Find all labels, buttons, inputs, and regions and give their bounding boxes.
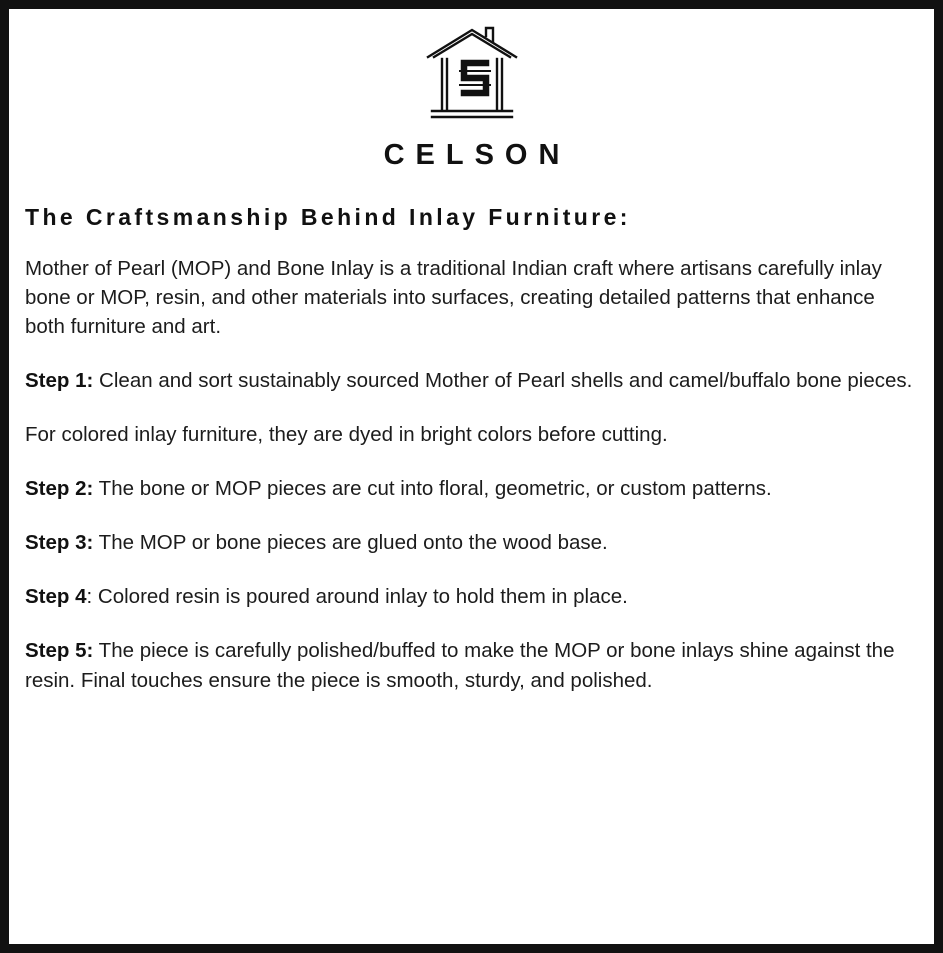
paragraph-step-4 (25, 582, 918, 611)
paragraph-label: Step 2: (25, 477, 94, 501)
paragraph-text: For colored inlay furniture, they are dyed in bright colors before cutting. (25, 423, 668, 447)
paragraph-step-5 (25, 636, 918, 694)
paragraph-colored-inlay-note (25, 420, 918, 449)
paragraph-text: The MOP or bone pieces are glued onto the wood base. (93, 531, 608, 555)
paragraph-step-1 (25, 366, 918, 395)
paragraph-text: The piece is carefully polished/buffed to make the MOP or bone inlays shine against the resin. Final touches ensure the piece is smooth, sturdy, and polished. (25, 639, 895, 692)
brand-name: CELSON (383, 139, 571, 171)
page-title: The Craftsmanship Behind Inlay Furniture: (25, 204, 631, 230)
paragraph-label: Step 4 (25, 585, 87, 609)
document-content (9, 9, 934, 944)
paragraph-text: : Colored resin is poured around inlay to hold them in place. (86, 585, 628, 609)
paragraph-text: Mother of Pearl (MOP) and Bone Inlay is a traditional Indian craft where artisans carefully inlay bone or MOP, resin, and other materials into surfaces, creating detailed patterns that enhance both furniture and art. (25, 256, 882, 338)
paragraph-text: Clean and sort sustainably sourced Mother of Pearl shells and camel/buffalo bone pieces. (93, 368, 913, 392)
paragraph-intro (25, 254, 918, 341)
paragraph-label: Step 1: (25, 368, 94, 392)
paragraph-text: The bone or MOP pieces are cut into floral, geometric, or custom patterns. (93, 477, 772, 501)
paragraph-step-2 (25, 474, 918, 503)
paragraph-step-3 (25, 528, 918, 557)
body-text (25, 254, 918, 695)
paragraph-label: Step 5: (25, 639, 94, 663)
house-monogram-logo-icon (420, 23, 524, 127)
brand-header (25, 17, 918, 170)
paragraph-label: Step 3: (25, 531, 94, 555)
